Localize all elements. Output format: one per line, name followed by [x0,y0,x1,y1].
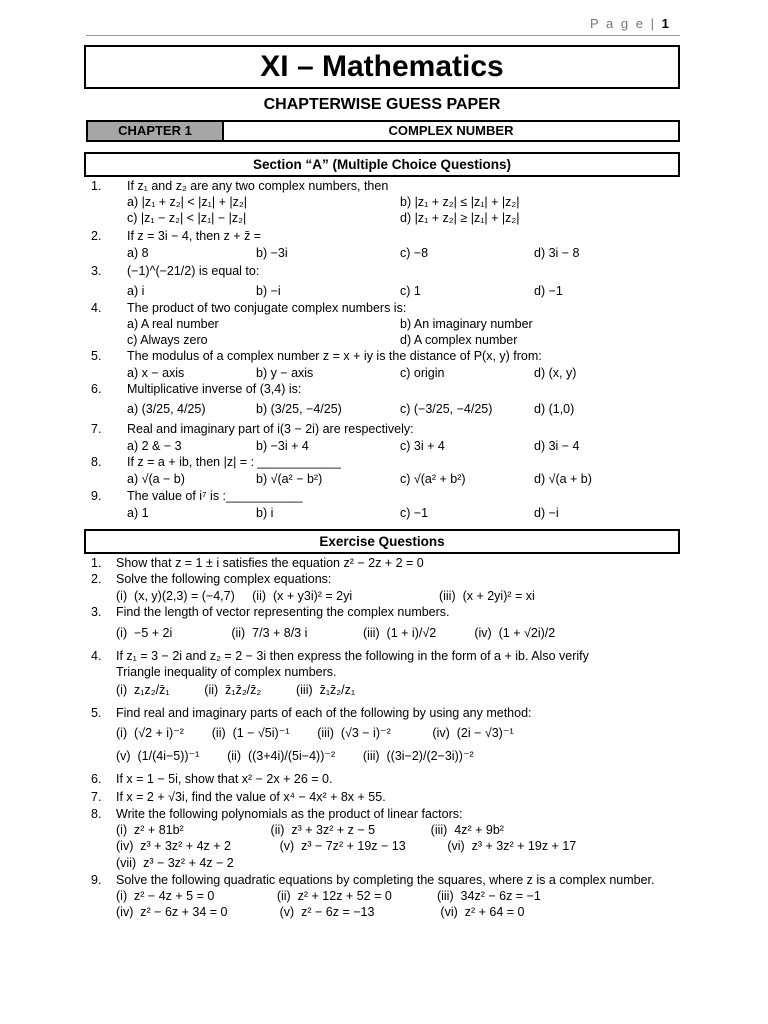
options-row [0,401,768,417]
answer-option: c) 3i + 4 [400,439,445,453]
exercise-text: (vii) z³ − 3z² + 4z − 2 [116,856,234,870]
answer-option: a) i [127,284,145,298]
options-row [0,471,768,487]
answer-option: a) |z₁ + z₂| < |z₁| + |z₂| [127,195,247,209]
exercise-line [0,705,768,721]
answer-option: d) 3i − 4 [534,439,580,453]
exercise-line [0,625,768,641]
exercise-line [0,604,768,620]
answer-option: c) |z₁ − z₂| < |z₁| − |z₂| [127,211,247,225]
answer-option: b) (3/25, −4/25) [256,402,342,416]
answer-option: a) A real number [127,317,219,331]
answer-option: b) i [256,506,274,520]
exercise-line [0,664,768,680]
answer-option: a) 8 [127,246,149,260]
answer-option: d) 3i − 8 [534,246,580,260]
answer-option: c) Always zero [127,333,208,347]
exercise-line [0,748,768,764]
question-row [0,178,768,194]
answer-option: c) −1 [400,506,429,520]
section-a-heading: Section “A” (Multiple Choice Questions) [84,152,680,177]
exercise-line [0,806,768,822]
exercise-line [0,855,768,871]
question-text: Multiplicative inverse of (3,4) is: [127,382,302,396]
exercise-line [0,771,768,787]
answer-option: d) −1 [534,284,563,298]
options-row [0,283,768,299]
exercise-text: (iv) z³ + 3z² + 4z + 2 (v) z³ − 7z² + 19z − 13 (vi) z³ + 3z² + 19z + 17 [116,839,577,853]
answer-option: b) −3i + 4 [256,439,309,453]
header-rule [86,35,680,36]
question-text: The value of i⁷ is :___________ [127,489,303,503]
answer-option: c) −8 [400,246,429,260]
exercise-line [0,588,768,604]
question-row [0,263,768,279]
answer-option: b) −i [256,284,281,298]
exercise-number: 2. [91,572,102,586]
exercise-text: (i) −5 + 2i (ii) 7/3 + 8/3 i (iii) (1 + i)/√2 (iv) (1 + √2i)/2 [116,626,556,640]
exercise-number: 1. [91,556,102,570]
answer-option: d) −i [534,506,559,520]
question-text: If z = a + ib, then |z| = : ____________ [127,455,341,469]
options-row [0,316,768,332]
question-row [0,421,768,437]
question-row [0,228,768,244]
answer-option: b) −3i [256,246,288,260]
exercise-number: 6. [91,772,102,786]
question-number: 1. [91,179,102,193]
page-number: 1 [661,16,669,31]
answer-option: d) (1,0) [534,402,575,416]
answer-option: a) 1 [127,506,149,520]
exercise-number: 9. [91,873,102,887]
exercise-text: (i) (x, y)(2,3) = (−4,7) (ii) (x + y3i)² = 2yi (iii) (x + 2yi)² = xi [116,589,535,603]
exercise-text: (i) z² + 81b² (ii) z³ + 3z² + z − 5 (iii) 4z² + 9b² [116,823,504,837]
options-row [0,245,768,261]
answer-option: a) (3/25, 4/25) [127,402,206,416]
question-row [0,488,768,504]
exercise-text: Find real and imaginary parts of each of the following by using any method: [116,706,532,720]
exercise-text: Solve the following quadratic equations by completing the squares, where z is a complex number. [116,873,655,887]
exercise-text: (i) z² − 4z + 5 = 0 (ii) z² + 12z + 52 = 0 (iii) 34z² − 6z = −1 [116,889,541,903]
options-row [0,332,768,348]
question-number: 2. [91,229,102,243]
exercise-heading: Exercise Questions [84,529,680,554]
options-row [0,194,768,210]
exercise-text: Find the length of vector representing the complex numbers. [116,605,450,619]
answer-option: c) 1 [400,284,421,298]
question-number: 8. [91,455,102,469]
answer-option: d) √(a + b) [534,472,592,486]
exercise-line [0,789,768,805]
question-number: 9. [91,489,102,503]
options-row [0,438,768,454]
exercise-text: Triangle inequality of complex numbers. [116,665,337,679]
exercise-number: 4. [91,649,102,663]
exercise-line [0,888,768,904]
exercise-line [0,838,768,854]
question-text: If z₁ and z₂ are any two complex numbers, then [127,179,389,193]
answer-option: d) A complex number [400,333,518,347]
exercise-text: If x = 1 − 5i, show that x² − 2x + 26 = 0. [116,772,333,786]
question-row [0,381,768,397]
answer-option: a) x − axis [127,366,185,380]
question-row [0,300,768,316]
exercise-number: 3. [91,605,102,619]
chapter-name: COMPLEX NUMBER [388,123,514,138]
question-text: The product of two conjugate complex numbers is: [127,301,407,315]
answer-option: d) |z₁ + z₂| ≥ |z₁| + |z₂| [400,211,520,225]
exercise-line [0,648,768,664]
exercise-line [0,682,768,698]
answer-option: c) (−3/25, −4/25) [400,402,493,416]
question-number: 5. [91,349,102,363]
exercise-text: (iv) z² − 6z + 34 = 0 (v) z² − 6z = −13 (vi) z² + 64 = 0 [116,905,525,919]
exercise-text: If z₁ = 3 − 2i and z₂ = 2 − 3i then express the following in the form of a + ib. Also verify [116,649,589,663]
answer-option: b) |z₁ + z₂| ≤ |z₁| + |z₂| [400,195,520,209]
answer-option: c) origin [400,366,445,380]
question-row [0,348,768,364]
exercise-line [0,555,768,571]
options-row [0,365,768,381]
question-number: 7. [91,422,102,436]
question-text: The modulus of a complex number z = x + iy is the distance of P(x, y) from: [127,349,542,363]
chapter-bar [86,120,680,142]
question-text: If z = 3i − 4, then z + z̄ = [127,229,262,243]
question-text: (−1)^(−21/2) is equal to: [127,264,260,278]
exercise-line [0,872,768,888]
answer-option: a) √(a − b) [127,472,185,486]
chapter-label: CHAPTER 1 [88,122,224,140]
answer-option: b) √(a² − b²) [256,472,323,486]
options-row [0,505,768,521]
answer-option: d) (x, y) [534,366,577,380]
page-separator: | [650,16,656,31]
page-label: P a g e [590,16,645,31]
exercise-line [0,725,768,741]
exercise-text: If x = 2 + √3i, find the value of x⁴ − 4x² + 8x + 55. [116,790,386,804]
question-number: 3. [91,264,102,278]
answer-option: b) y − axis [256,366,314,380]
exercise-text: Show that z = 1 ± i satisfies the equation z² − 2z + 2 = 0 [116,556,424,570]
exercise-text: Write the following polynomials as the product of linear factors: [116,807,463,821]
options-row [0,210,768,226]
question-number: 6. [91,382,102,396]
exercise-line [0,822,768,838]
exercise-number: 7. [91,790,102,804]
answer-option: a) 2 & − 3 [127,439,182,453]
exercise-text: (v) (1/(4i−5))⁻¹ (ii) ((3+4i)/(5i−4))⁻² (iii) ((3i−2)/(2−3i))⁻² [116,749,474,763]
exercise-text: (i) (√2 + i)⁻² (ii) (1 − √5i)⁻¹ (iii) (√3 − i)⁻² (iv) (2i − √3)⁻¹ [116,726,514,740]
answer-option: c) √(a² + b²) [400,472,466,486]
exercise-text: (i) z₁z₂/z̄₁ (ii) z̄₁z̄₂/z̄₂ (iii) z̄₁z̄₂/z₁ [116,683,356,697]
document-subtitle: CHAPTERWISE GUESS PAPER [263,96,501,113]
exercise-text: Solve the following complex equations: [116,572,332,586]
exercise-line [0,904,768,920]
exercise-line [0,571,768,587]
document-title: XI – Mathematics [84,45,680,89]
question-number: 4. [91,301,102,315]
question-text: Real and imaginary part of i(3 − 2i) are respectively: [127,422,414,436]
exercise-number: 8. [91,807,102,821]
answer-option: b) An imaginary number [400,317,533,331]
exercise-number: 5. [91,706,102,720]
question-row [0,454,768,470]
